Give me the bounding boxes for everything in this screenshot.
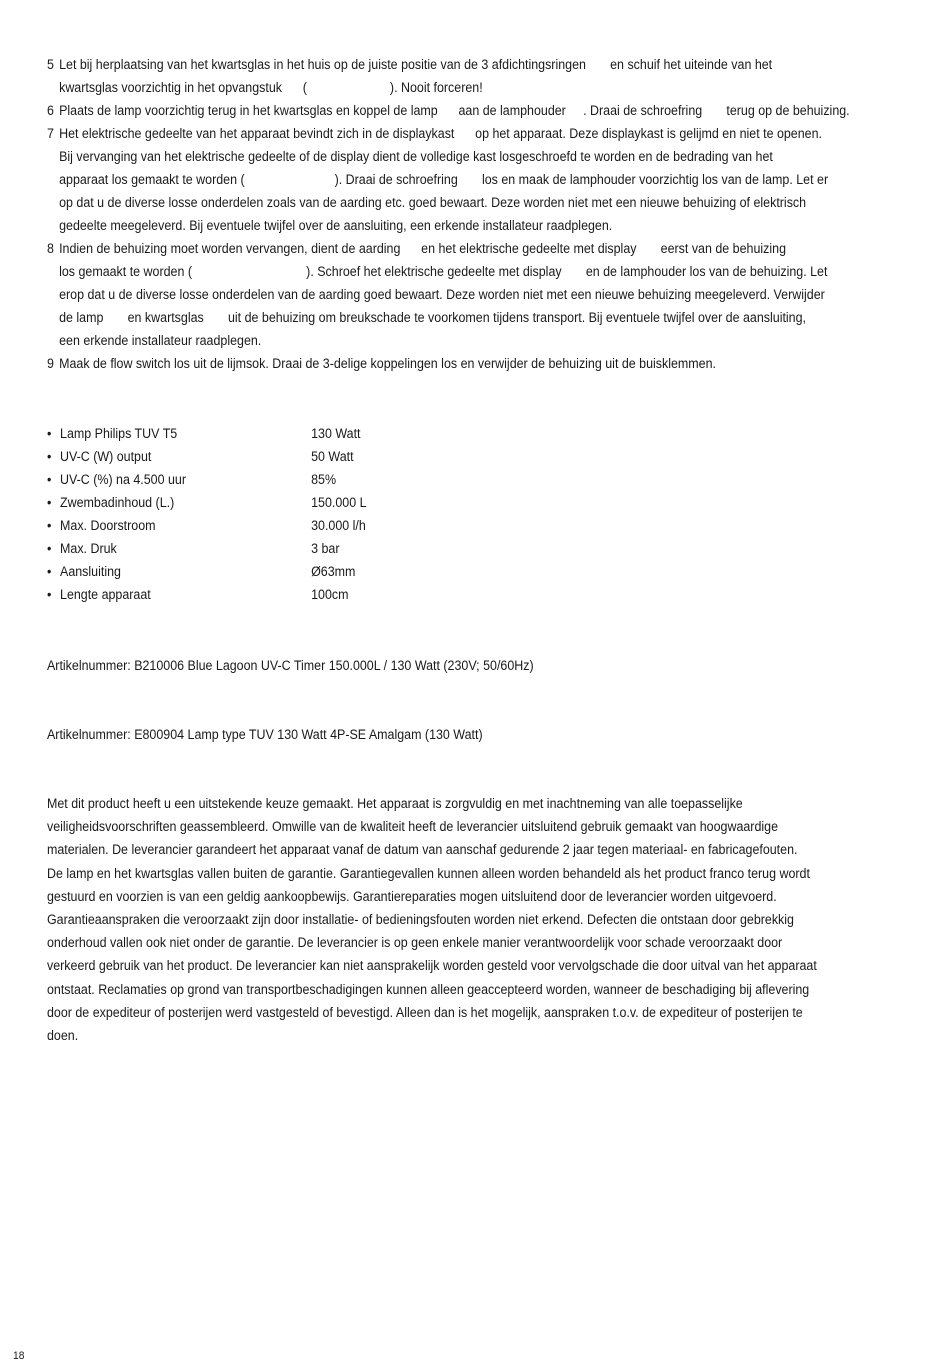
spec-item (47, 445, 367, 468)
step-text: Het elektrische gedeelte van het apparaat bevindt zich in de displaykast op het apparaat. Deze displaykast is gelijmd en niet te openen. Bij vervanging van het elektrische gedeelte of de display dient de volledige kast losgeschroefd te worden en de bedrading van het apparaat los gemaakt te worden ( ). Draai de schroefring los en maak de lamphouder voorzichtig los van de lamp. Let er op dat u de diverse losse onderdelen zoals van de aarding etc. goed bewaart. Deze worden niet met een nieuwe behuizing of elektrisch gedeelte meegeleverd. Bij eventuele twijfel over de aansluiting, een erkende installateur raadplegen. (59, 126, 829, 233)
instruction-steps (47, 53, 927, 375)
spec-label: Aansluiting (60, 564, 121, 579)
spec-item (47, 422, 367, 445)
step-8 (47, 237, 927, 352)
spec-item (47, 560, 367, 583)
spec-label: UV-C (%) na 4.500 uur (60, 472, 187, 487)
bullet-icon: • (47, 495, 52, 510)
spec-value: 100cm (311, 587, 349, 602)
page-number: 18 (13, 1350, 25, 1362)
spec-item (47, 583, 367, 606)
step-text: Plaats de lamp voorzichtig terug in het kwartsglas en koppel de lamp aan de lamphouder . Draai de schroefring terug op de behuizing. (59, 103, 850, 118)
bullet-icon: • (47, 472, 52, 487)
spec-list (47, 422, 367, 606)
spec-value: 50 Watt (311, 449, 354, 464)
step-9 (47, 352, 927, 375)
spec-label: UV-C (W) output (60, 449, 152, 464)
spec-value: 150.000 L (311, 495, 367, 510)
step-7 (47, 122, 927, 237)
step-5 (47, 53, 927, 99)
spec-item (47, 468, 367, 491)
step-number: 5 (47, 57, 54, 72)
spec-value: 3 bar (311, 541, 340, 556)
spec-value: 130 Watt (311, 426, 361, 441)
step-number: 7 (47, 126, 54, 141)
step-number: 8 (47, 241, 54, 256)
spec-item (47, 491, 367, 514)
step-number: 6 (47, 103, 54, 118)
warranty-text: Met dit product heeft u een uitstekende keuze gemaakt. Het apparaat is zorgvuldig en met inachtneming van alle toepasselijke veiligheidsvoorschriften geassembleerd. Omwille van de kwaliteit heeft de leverancier uitsluitend gebruik gemaakt van hoogwaardige materialen. De leverancier garandeert het apparaat vanaf de datum van aanschaf gedurende 2 jaar tegen materiaal- en fabricagefouten. De lamp en het kwartsglas vallen buiten de garantie. Garantiegevallen kunnen alleen worden behandeld als het product franco terug wordt gestuurd en voorzien is van een geldig aankoopbewijs. Garantiereparaties mogen uitsluitend door de leverancier worden uitgevoerd. Garantieaanspraken die veroorzaakt zijn door installatie- of bedieningsfouten worden niet erkend. Defecten die ontstaan door gebrekkig onderhoud vallen ook niet onder de garantie. De leverancier is op geen enkele manier verantwoordelijk voor schade veroorzaakt door verkeerd gebruik van het product. De leverancier kan niet aansprakelijk worden gesteld voor vervolgschade die door uitval van het apparaat ontstaat. Reclamaties op grond van transportbeschadigingen kunnen alleen geaccepteerd worden, wanneer de beschadiging bij aflevering door de expediteur of posterijen werd vastgesteld of bevestigd. Alleen dan is het mogelijk, aanspraken t.o.v. de expediteur of posterijen te doen. (47, 796, 817, 1044)
step-text: Let bij herplaatsing van het kwartsglas in het huis op de juiste positie van de 3 afdichtingsringen en schuif het uiteinde van het kwartsglas voorzichtig in het opvangstuk ( ). Nooit forceren! (59, 57, 773, 95)
spec-label: Lengte apparaat (60, 587, 151, 602)
step-text: Indien de behuizing moet worden vervangen, dient de aarding en het elektrische gedeelte met display eerst van de behuizing los gemaakt te worden ( ). Schroef het elektrische gedeelte met display en de lamphouder los van de behuizing. Let erop dat u de diverse losse onderdelen van de aarding goed bewaart. Deze worden niet met een nieuwe behuizing meegeleverd. Verwijder de lamp en kwartsglas uit de behuizing om breukschade te voorkomen tijdens transport. Bij eventuele twijfel over de aansluiting, een erkende installateur raadplegen. (59, 241, 828, 348)
bullet-icon: • (47, 587, 52, 602)
spec-item (47, 537, 367, 560)
bullet-icon: • (47, 564, 52, 579)
bullet-icon: • (47, 449, 52, 464)
article-number-device: Artikelnummer: B210006 Blue Lagoon UV-C Timer 150.000L / 130 Watt (230V; 50/60Hz) (47, 658, 534, 673)
step-text: Maak de flow switch los uit de lijmsok. Draai de 3-delige koppelingen los en verwijder de behuizing uit de buisklemmen. (59, 356, 717, 371)
bullet-icon: • (47, 541, 52, 556)
spec-value: 85% (311, 472, 337, 487)
bullet-icon: • (47, 518, 52, 533)
step-number: 9 (47, 356, 54, 371)
spec-label: Zwembadinhoud (L.) (60, 495, 175, 510)
spec-value: Ø63mm (311, 564, 356, 579)
spec-label: Max. Druk (60, 541, 117, 556)
spec-item (47, 514, 367, 537)
spec-label: Max. Doorstroom (60, 518, 156, 533)
spec-value: 30.000 l/h (311, 518, 366, 533)
bullet-icon: • (47, 426, 52, 441)
spec-label: Lamp Philips TUV T5 (60, 426, 178, 441)
step-6 (47, 99, 927, 122)
article-number-lamp: Artikelnummer: E800904 Lamp type TUV 130 Watt 4P-SE Amalgam (130 Watt) (47, 727, 483, 742)
